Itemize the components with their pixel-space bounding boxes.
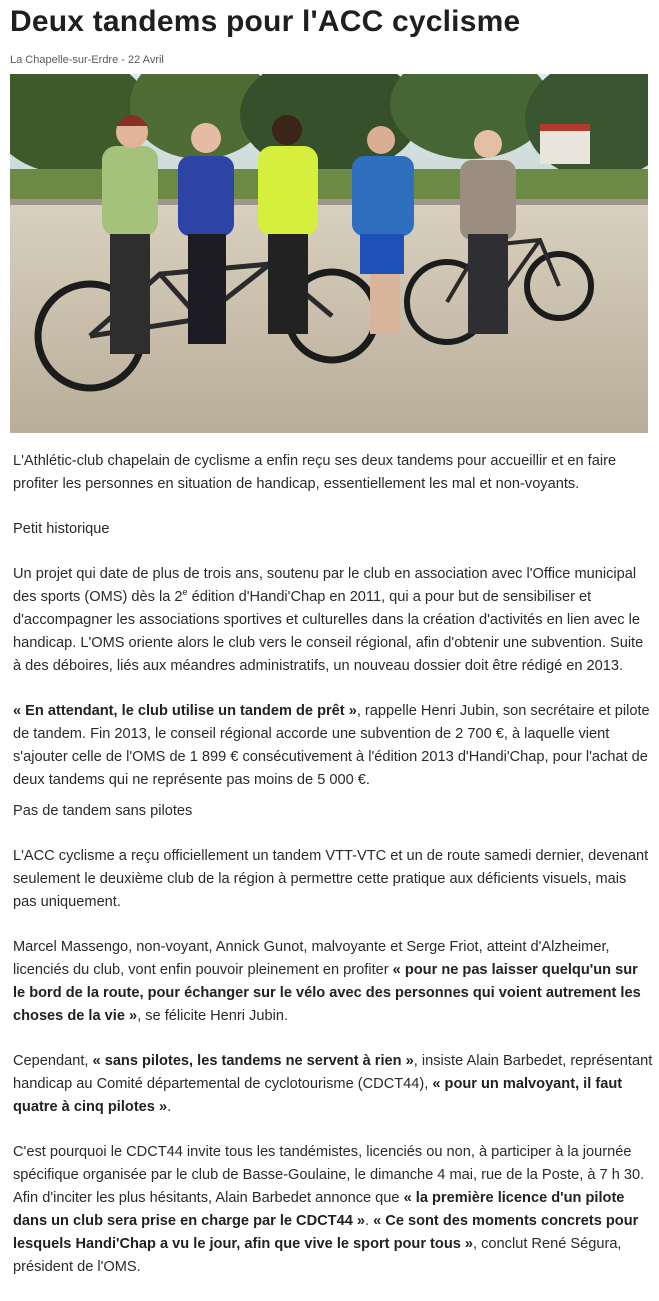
paragraph-text: , conclut René Ségura, président de l'OMS.	[13, 1236, 622, 1275]
article-body	[13, 450, 653, 1301]
paragraph-text: .	[167, 1099, 172, 1115]
paragraph-text: , insiste Alain Barbedet, représentant handicap au Comité départemental de cyclotourisme (CDCT44),	[13, 1053, 653, 1092]
paragraph	[13, 845, 653, 914]
paragraph-text: L'ACC cyclisme a reçu officiellement un tandem VTT-VTC et un de route samedi dernier, devenant seulement le deuxième club de la région à permettre cette pratique aux déficients visuels, mais pas uniquement.	[13, 848, 649, 910]
paragraph-text: Marcel Massengo, non-voyant, Annick Gunot, malvoyante et Serge Friot, atteint d'Alzheimer, licenciés du club, vont enfin pouvoir pleinement en profiter	[13, 939, 610, 978]
paragraph	[13, 700, 653, 792]
paragraph	[13, 450, 653, 496]
paragraph-text: L'Athlétic-club chapelain de cyclisme a enfin reçu ses deux tandems pour accueillir et en faire profiter les personnes en situation de handicap, essentiellement les mal et non-voyants.	[13, 453, 617, 492]
article-title: Deux tandems pour l'ACC cyclisme	[10, 5, 521, 38]
paragraph	[13, 563, 653, 678]
paragraph-text: , se félicite Henri Jubin.	[137, 1008, 288, 1024]
paragraph	[13, 1141, 653, 1279]
quote: « Ce sont des moments concrets pour lesquels Handi'Chap a vu le jour, afin que vive le sport pour tous »	[13, 1213, 639, 1252]
paragraph-text: , rappelle Henri Jubin, son secrétaire et pilote de tandem. Fin 2013, le conseil régional accorde une subvention de 2 700 €, à laquelle vient s'ajouter celle de l'OMS de 1 899 € consécutivement à l'édition 2013 d'Handi'Chap, pour l'achat de deux tandems qui ne représente pas moins de 5 000 €.	[13, 703, 650, 788]
quote: « En attendant, le club utilise un tandem de prêt »	[13, 703, 357, 719]
quote: « pour un malvoyant, il faut quatre à cinq pilotes »	[13, 1076, 623, 1115]
dateline: La Chapelle-sur-Erdre - 22 Avril	[10, 54, 164, 66]
article-photo	[10, 74, 648, 433]
paragraph-text: .	[365, 1213, 374, 1229]
subheading-text: Petit historique	[13, 521, 110, 537]
paragraph	[13, 936, 653, 1028]
paragraph-text: C'est pourquoi le CDCT44 invite tous les tandémistes, licenciés ou non, à participer à la journée spécifique organisée par le club de Basse-Goulaine, le dimanche 4 mai, rue de la Poste, à 7 h 30. Afin d'inciter les plus hésitants, Alain Barbedet annonce que	[13, 1144, 645, 1206]
subheading	[13, 800, 653, 823]
quote: « pour ne pas laisser quelqu'un sur le bord de la route, pour échanger sur le vélo avec des personnes qui voient autrement les choses de la vie »	[13, 962, 641, 1024]
paragraph-text: Un projet qui date de plus de trois ans, soutenu par le club en association avec l'Office municipal des sports (OMS) dès la 2	[13, 566, 637, 605]
subheading-text: Pas de tandem sans pilotes	[13, 803, 193, 819]
quote: « la première licence d'un pilote dans un club sera prise en charge par le CDCT44 »	[13, 1190, 625, 1229]
quote: « sans pilotes, les tandems ne servent à rien »	[92, 1053, 414, 1069]
paragraph-text: Cependant,	[13, 1053, 93, 1069]
paragraph	[13, 1050, 653, 1119]
paragraph-text: édition d'Handi'Chap en 2011, qui a pour but de sensibiliser et d'accompagner les associations sportives et culturelles dans la création d'activités en lien avec le handicap. L'OMS oriente alors le club vers le conseil régional, afin d'obtenir une subvention. Suite à des déboires, liés aux méandres administratifs, un nouveau dossier doit être rédigé en 2013.	[13, 589, 644, 674]
superscript: e	[182, 587, 188, 598]
subheading	[13, 518, 653, 541]
